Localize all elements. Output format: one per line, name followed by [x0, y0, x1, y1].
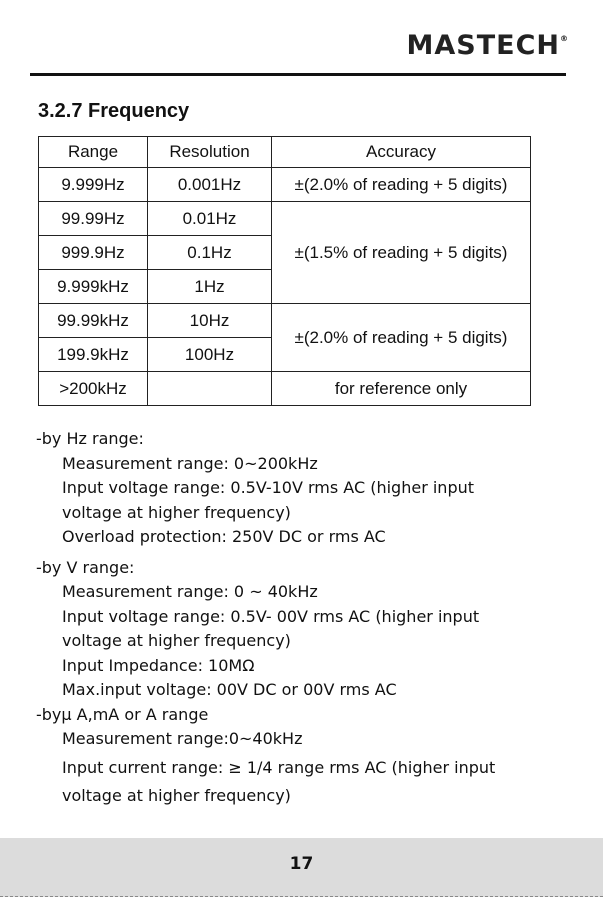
resolution-cell: 0.1Hz [148, 236, 272, 270]
notes-line: Input voltage range: 0.5V-10V rms AC (higher input [62, 478, 475, 497]
notes-line: Max.input voltage: 00V DC or 00V rms AC [62, 680, 397, 699]
table-row [39, 304, 531, 338]
notes-line: Measurement range: 0 ~ 40kHz [62, 582, 318, 601]
range-cell: 9.999Hz [39, 168, 148, 202]
accuracy-cell: ±(2.0% of reading + 5 digits) [272, 304, 531, 372]
notes-hz-range [38, 427, 578, 550]
header-rule [30, 73, 566, 76]
table-row [39, 372, 531, 406]
range-cell: 9.999kHz [39, 270, 148, 304]
resolution-cell: 0.01Hz [148, 202, 272, 236]
resolution-cell: 0.001Hz [148, 168, 272, 202]
notes-line: Input voltage range: 0.5V- 00V rms AC (higher input [62, 606, 480, 626]
resolution-cell [148, 372, 272, 406]
resolution-cell: 10Hz [148, 304, 272, 338]
brand-name: MASTECH [406, 30, 560, 61]
table-row [39, 168, 531, 202]
notes-heading: -by Hz range: [36, 429, 144, 448]
column-header-accuracy: Accuracy [272, 137, 531, 168]
notes-line: Input Impedance: 10MΩ [62, 655, 255, 675]
table-row [39, 202, 531, 236]
notes-current-range [38, 703, 578, 809]
range-cell: >200kHz [39, 372, 148, 406]
column-header-range: Range [39, 137, 148, 168]
notes-line: Measurement range:0~40kHz [62, 729, 303, 748]
accuracy-cell: ±(1.5% of reading + 5 digits) [272, 202, 531, 304]
accuracy-cell: ±(2.0% of reading + 5 digits) [272, 168, 531, 202]
page-footer [0, 838, 603, 897]
resolution-cell: 1Hz [148, 270, 272, 304]
notes-heading: -by V range: [36, 557, 135, 577]
notes-line: voltage at higher frequency) [62, 502, 291, 522]
notes-v-range [38, 556, 578, 703]
notes-heading: -byμ A,mA or A range [36, 704, 209, 724]
section-title: 3.2.7 Frequency [38, 100, 190, 122]
brand-logo [407, 30, 569, 61]
range-cell: 99.99Hz [39, 202, 148, 236]
column-header-resolution: Resolution [148, 137, 272, 168]
notes-line: Measurement range: 0~200kHz [62, 453, 318, 473]
accuracy-cell: for reference only [272, 372, 531, 406]
registered-mark: ® [560, 34, 569, 43]
notes-line: Overload protection: 250V DC or rms AC [62, 527, 386, 546]
range-cell: 199.9kHz [39, 338, 148, 372]
page-number: 17 [289, 854, 314, 874]
notes-line: voltage at higher frequency) [62, 786, 291, 805]
frequency-notes [38, 427, 578, 815]
notes-line: voltage at higher frequency) [62, 631, 291, 650]
range-cell: 999.9Hz [39, 236, 148, 270]
resolution-cell: 100Hz [148, 338, 272, 372]
frequency-spec-table [38, 136, 531, 406]
table-header-row [39, 137, 531, 168]
range-cell: 99.99kHz [39, 304, 148, 338]
notes-line: Input current range: ≥ 1/4 range rms AC (higher input [62, 757, 496, 777]
